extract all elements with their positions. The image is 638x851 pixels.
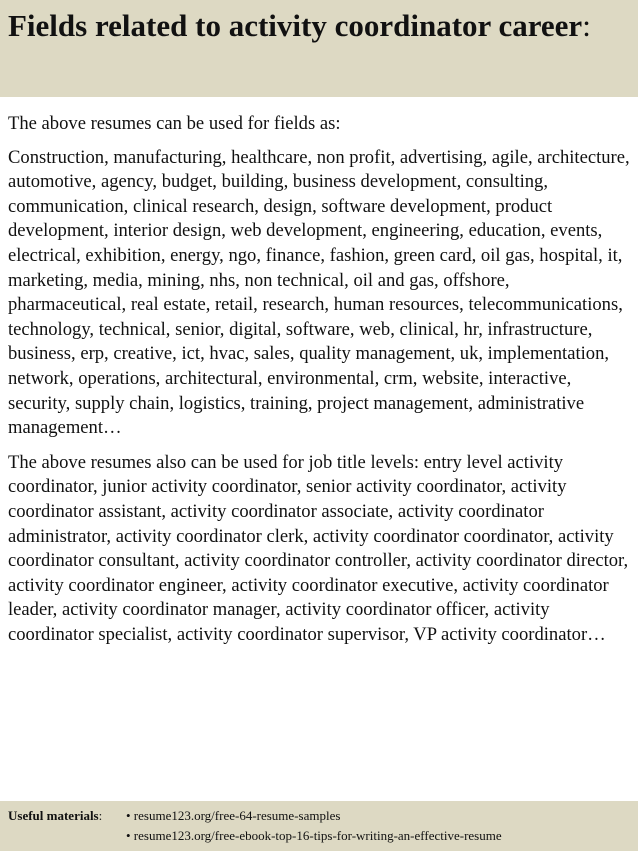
resume-samples-link[interactable]: • resume123.org/free-64-resume-samples	[126, 808, 341, 823]
footer-label-spacer	[8, 826, 126, 846]
page-title	[8, 6, 630, 46]
main-content	[8, 112, 632, 647]
footer-banner	[0, 801, 638, 851]
page-title-text: Fields related to activity coordinator career	[8, 8, 583, 43]
fields-list-paragraph: Construction, manufacturing, healthcare, non profit, advertising, agile, architecture, automotive, agency, budget, building, business development, consulting, communication, clinical research, design, software development, product development, interior design, web development, engineering, education, events, electrical, exhibition, energy, ngo, finance, fashion, green card, oil gas, hospital, it, marketing, media, mining, nhs, non technical, oil and gas, offshore, pharmaceutical, real estate, retail, research, human resources, telecommunications, technology, technical, senior, digital, software, web, clinical, hr, infrastructure, business, erp, creative, ict, hvac, sales, quality management, uk, implementation, network, operations, architectural, environmental, crm, website, interactive, security, supply chain, logistics, training, project management, administrative management…	[8, 146, 630, 439]
useful-materials-label-text: Useful materials	[8, 808, 99, 823]
footer-row-2	[8, 826, 630, 846]
footer-row-1	[8, 806, 630, 826]
ebook-tips-link[interactable]: • resume123.org/free-ebook-top-16-tips-for-writing-an-effective-resume	[126, 828, 502, 843]
useful-materials-label-colon: :	[98, 808, 103, 823]
job-levels-paragraph: The above resumes also can be used for job title levels: entry level activity coordinator, junior activity coordinator, senior activity coordinator, activity coordinator assistant, activity coordinator associate, activity coordinator administrator, activity coordinator clerk, activity coordinator coordinator, activity coordinator consultant, activity coordinator controller, activity coordinator director, activity coordinator engineer, activity coordinator executive, activity coordinator leader, activity coordinator manager, activity coordinator officer, activity coordinator specialist, activity coordinator supervisor, VP activity coordinator…	[8, 451, 629, 645]
intro-text: The above resumes can be used for fields as:	[8, 113, 341, 134]
header-banner	[0, 0, 638, 97]
useful-materials-label	[8, 806, 126, 826]
page-title-colon: :	[582, 8, 591, 43]
